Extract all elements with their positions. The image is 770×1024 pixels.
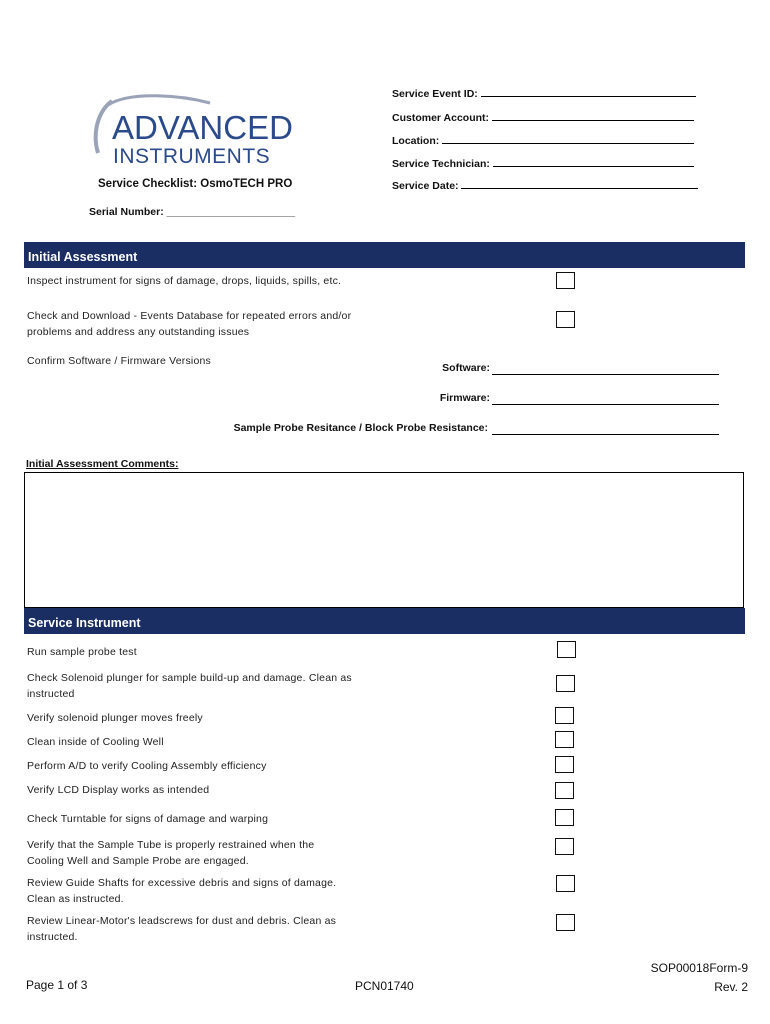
- form-number: SOP00018Form-9: [650, 961, 748, 975]
- logo-word-advanced: ADVANCED: [112, 109, 293, 146]
- comments-box[interactable]: [24, 472, 744, 608]
- list-item: Check and Download - Events Database for repeated errors and/or problems and address any outstanding issues: [27, 310, 352, 338]
- checklist-title: Service Checklist: OsmoTECH PRO: [98, 178, 293, 190]
- pcn-number: PCN01740: [355, 979, 414, 993]
- software-input-line[interactable]: [492, 374, 719, 375]
- list-item: Review Linear-Motor's leadscrews for dust and debris. Clean as instructed.: [27, 915, 337, 943]
- location-field[interactable]: Location:: [392, 133, 694, 147]
- resistance-input-line[interactable]: [492, 434, 719, 435]
- checkbox-leadscrews[interactable]: [556, 914, 575, 931]
- checkbox-solenoid-plunger[interactable]: [556, 675, 575, 692]
- list-item: Check Solenoid plunger for sample build-up and damage. Clean as instructed: [27, 672, 352, 700]
- comments-label: Initial Assessment Comments:: [26, 458, 179, 470]
- advanced-instruments-logo: [90, 93, 340, 168]
- page-number: Page 1 of 3: [26, 978, 88, 992]
- list-item: Review Guide Shafts for excessive debris and signs of damage. Clean as instructed.: [27, 877, 337, 905]
- firmware-input-line[interactable]: [492, 404, 719, 405]
- software-label: Software:: [442, 362, 490, 374]
- list-item: Run sample probe test: [27, 646, 137, 658]
- list-item: Verify solenoid plunger moves freely: [27, 712, 203, 724]
- list-item: Confirm Software / Firmware Versions: [27, 355, 211, 367]
- firmware-label: Firmware:: [439, 392, 490, 404]
- initial-assessment-header: Initial Assessment: [24, 242, 745, 268]
- list-item: Verify that the Sample Tube is properly restrained when the Cooling Well and Sample Probe are engaged.: [27, 839, 315, 867]
- checkbox-guide-shafts[interactable]: [556, 875, 575, 892]
- logo-word-instruments: INSTRUMENTS: [113, 145, 271, 168]
- list-item: Check Turntable for signs of damage and warping: [27, 813, 269, 825]
- list-item: Clean inside of Cooling Well: [27, 736, 164, 748]
- list-item: Verify LCD Display works as intended: [27, 784, 210, 796]
- checkbox-sample-probe-test[interactable]: [557, 641, 576, 658]
- checkbox-plunger-moves[interactable]: [555, 707, 574, 724]
- checkbox-ad-cooling[interactable]: [555, 756, 574, 773]
- checkbox-inspect-damage[interactable]: [556, 272, 575, 289]
- checkbox-lcd-display[interactable]: [555, 782, 574, 799]
- list-item: Inspect instrument for signs of damage, drops, liquids, spills, etc.: [27, 275, 342, 287]
- serial-number-field[interactable]: Serial Number: ______________________: [89, 206, 296, 218]
- service-date-field[interactable]: Service Date:: [392, 178, 698, 192]
- service-event-id-field[interactable]: Service Event ID:: [392, 86, 696, 100]
- revision: Rev. 2: [714, 980, 748, 994]
- service-technician-field[interactable]: Service Technician:: [392, 156, 694, 170]
- customer-account-field[interactable]: Customer Account:: [392, 110, 694, 124]
- list-item: Perform A/D to verify Cooling Assembly efficiency: [27, 760, 267, 772]
- checkbox-cooling-well[interactable]: [555, 731, 574, 748]
- checkbox-turntable[interactable]: [555, 809, 574, 826]
- service-instrument-header: Service Instrument: [24, 608, 745, 634]
- checkbox-sample-tube[interactable]: [555, 838, 574, 855]
- resistance-label: Sample Probe Resitance / Block Probe Resistance:: [233, 422, 488, 434]
- checkbox-events-database[interactable]: [556, 311, 575, 328]
